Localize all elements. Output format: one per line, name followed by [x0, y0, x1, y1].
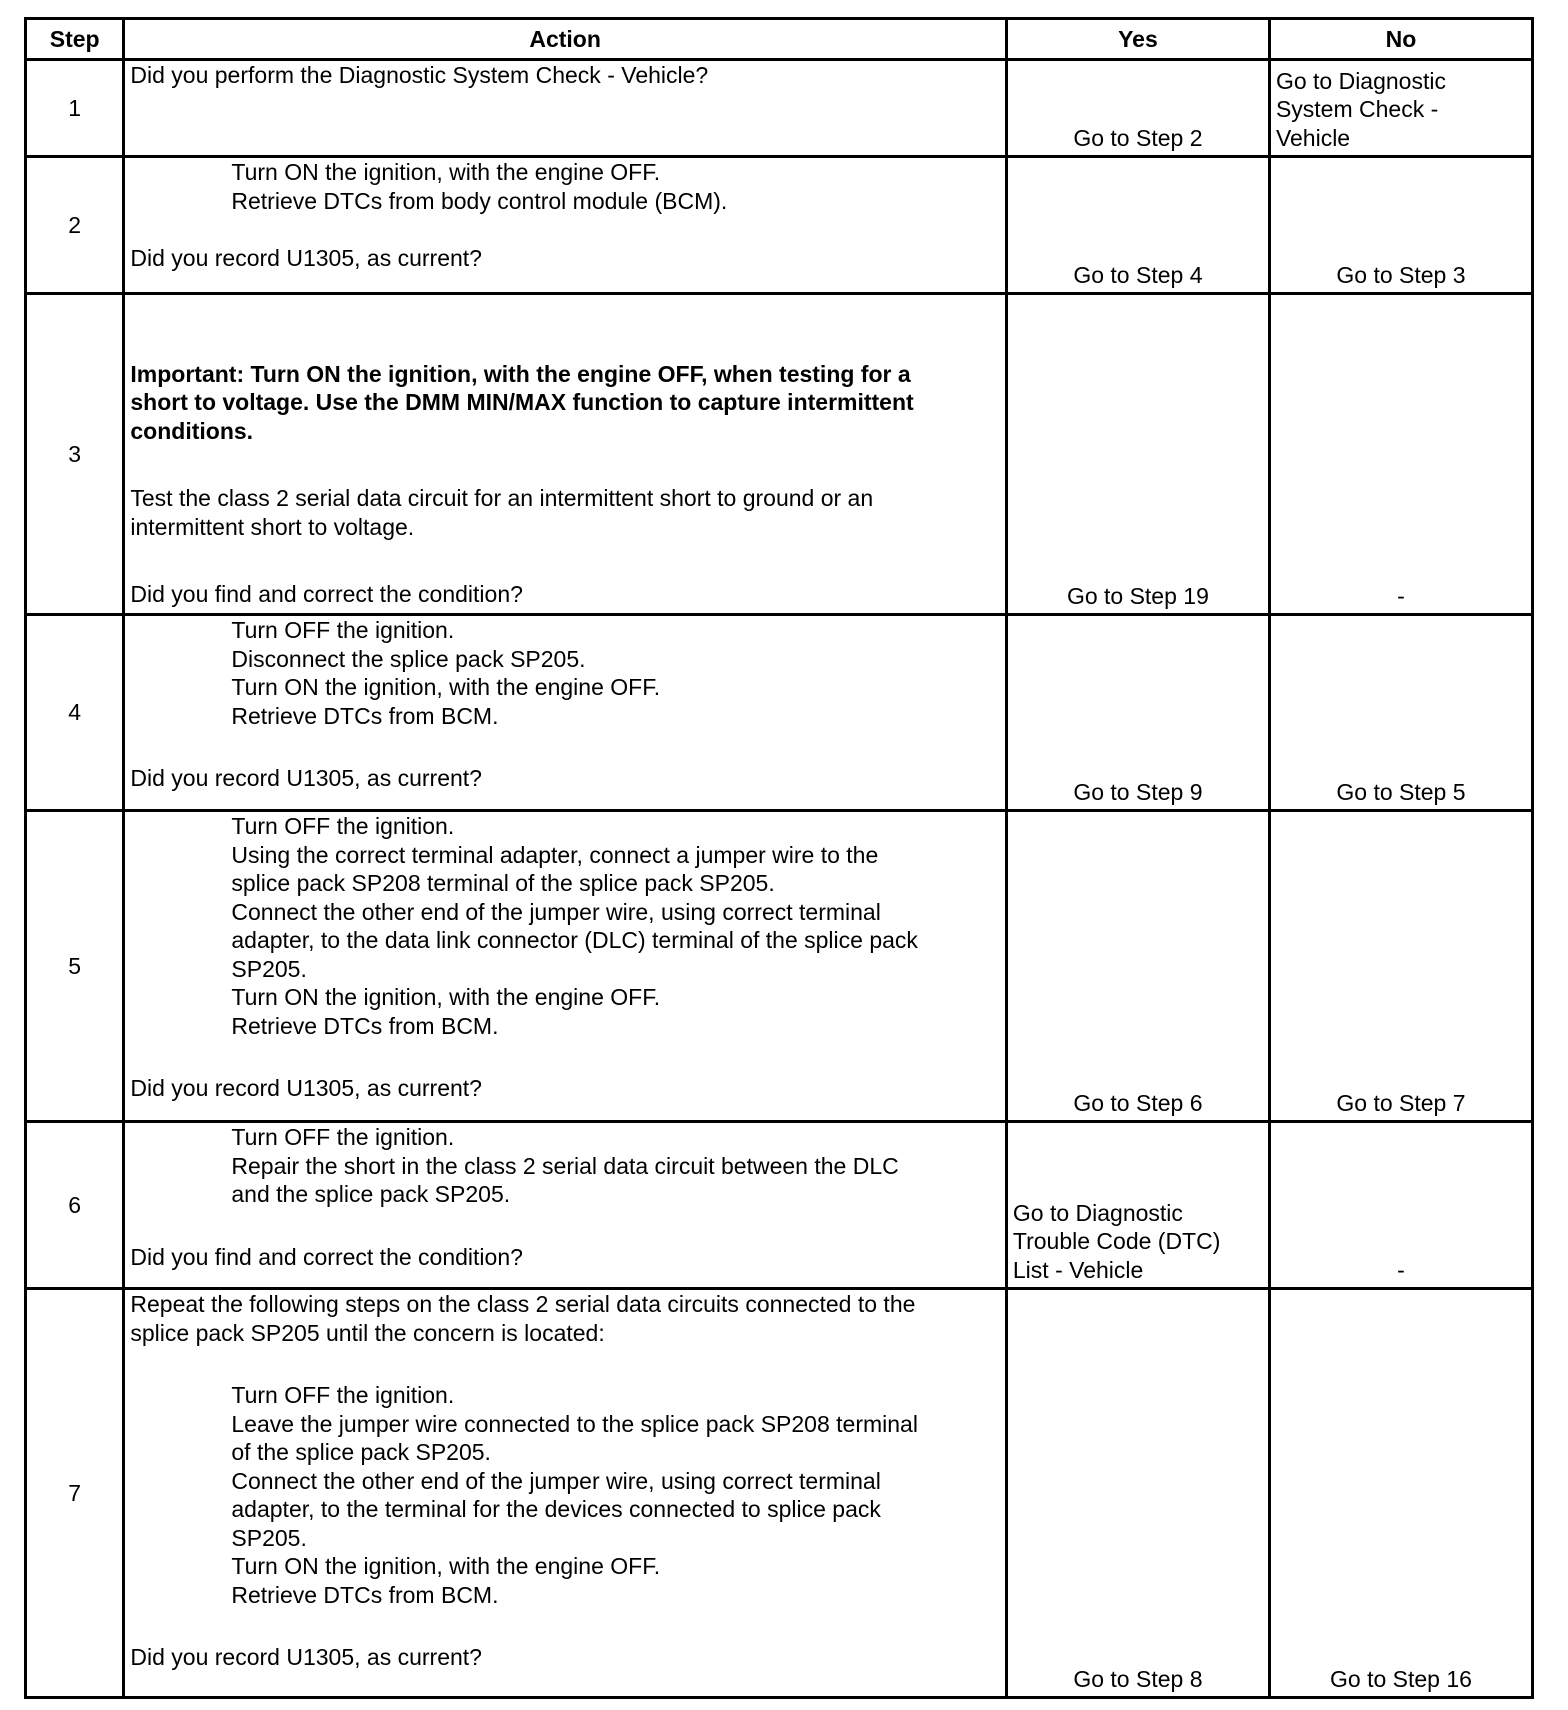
instruction-line: Disconnect the splice pack SP205.: [231, 645, 586, 672]
instruction-line: Using the correct terminal adapter, connect a jumper wire to the: [231, 841, 879, 868]
step-number: 6: [26, 1122, 124, 1289]
no-cell: [1269, 1289, 1532, 1698]
instruction-line: SP205.: [231, 955, 307, 982]
yes-link: Go to Step 8: [1073, 1665, 1203, 1692]
header-yes: Yes: [1006, 19, 1269, 60]
instruction-line: Turn OFF the ignition.: [231, 813, 455, 839]
spacer: [130, 541, 995, 580]
diagnostic-table-container: [24, 17, 1534, 1699]
yes-link-line: List - Vehicle: [1012, 1256, 1144, 1283]
yes-link: Go to Step 19: [1066, 582, 1209, 609]
yes-cell: [1006, 811, 1269, 1122]
no-cell: [1269, 615, 1532, 811]
spacer: [130, 1209, 995, 1243]
action-question: Did you record U1305, as current?: [130, 244, 482, 271]
table-row: [26, 157, 1533, 294]
table-row: [26, 1122, 1533, 1289]
yes-cell: [1006, 615, 1269, 811]
action-question: Did you record U1305, as current?: [130, 765, 482, 791]
yes-cell: [1006, 60, 1269, 157]
yes-link: Go to Step 9: [1073, 778, 1203, 805]
no-link: Go to Step 7: [1336, 1089, 1466, 1116]
no-cell: [1269, 157, 1532, 294]
yes-link: Go to Step 4: [1073, 261, 1203, 288]
instruction-line: Turn ON the ignition, with the engine OFF.: [231, 674, 661, 700]
instruction-line: Leave the jumper wire connected to the splice pack SP208 terminal: [231, 1410, 918, 1437]
table-row: [26, 811, 1533, 1122]
spacer: [130, 445, 995, 484]
yes-link: Go to Step 6: [1073, 1089, 1203, 1116]
important-note-line: Important: Turn ON the ignition, with the engine OFF, when testing for a: [130, 360, 911, 387]
spacer: [130, 1609, 995, 1643]
instruction-line: adapter, to the data link connector (DLC) terminal of the splice pack: [231, 927, 918, 953]
instruction-line: Repair the short in the class 2 serial data circuit between the DLC: [231, 1152, 899, 1179]
header-step: Step: [26, 19, 124, 60]
action-question: Did you record U1305, as current?: [130, 1075, 482, 1101]
instruction-line: adapter, to the terminal for the devices connected to splice pack: [231, 1496, 881, 1522]
action-question: Did you find and correct the condition?: [130, 581, 523, 607]
instruction-line: of the splice pack SP205.: [231, 1439, 491, 1465]
instruction-line: Retrieve DTCs from BCM.: [231, 1581, 499, 1608]
header-no: No: [1269, 19, 1532, 60]
spacer: [130, 324, 995, 360]
action-question: Did you find and correct the condition?: [130, 1243, 523, 1270]
no-link-line: Go to Diagnostic: [1275, 67, 1446, 94]
no-link: -: [1397, 582, 1405, 609]
action-cell: [124, 811, 1007, 1122]
instruction-line: Retrieve DTCs from BCM.: [231, 1012, 499, 1039]
action-cell: [124, 615, 1007, 811]
spacer: [130, 215, 995, 244]
table-header-row: [26, 19, 1533, 60]
table-row: [26, 1289, 1533, 1698]
action-question: Did you record U1305, as current?: [130, 1644, 482, 1670]
action-cell: [124, 1122, 1007, 1289]
action-question: Did you perform the Diagnostic System Check - Vehicle?: [130, 62, 709, 88]
step-number: 4: [26, 615, 124, 811]
spacer: [130, 730, 995, 764]
yes-link-line: Trouble Code (DTC): [1012, 1228, 1221, 1254]
spacer: [130, 1347, 995, 1381]
instruction-line: intermittent short to voltage.: [130, 513, 415, 540]
no-cell: [1269, 60, 1532, 157]
instruction-line: Test the class 2 serial data circuit for an intermittent short to ground or an: [130, 485, 874, 511]
no-cell: [1269, 1122, 1532, 1289]
yes-cell: [1006, 157, 1269, 294]
no-link: -: [1397, 1256, 1405, 1283]
diagnostic-table: [24, 17, 1534, 1699]
yes-cell: [1006, 1122, 1269, 1289]
action-cell: [124, 60, 1007, 157]
no-link: Go to Step 16: [1330, 1665, 1472, 1692]
no-link-line: Vehicle: [1275, 124, 1351, 151]
instruction-line: Turn OFF the ignition.: [231, 617, 455, 643]
instruction-line: Connect the other end of the jumper wire, using correct terminal: [231, 1467, 881, 1494]
table-row: [26, 615, 1533, 811]
no-cell: [1269, 811, 1532, 1122]
no-link: Go to Step 5: [1336, 778, 1466, 805]
instruction-line: Retrieve DTCs from BCM.: [231, 702, 499, 729]
instruction-line: splice pack SP208 terminal of the splice pack SP205.: [231, 870, 775, 896]
step-number: 7: [26, 1289, 124, 1698]
action-cell: [124, 1289, 1007, 1698]
step-number: 1: [26, 60, 124, 157]
important-note-line: short to voltage. Use the DMM MIN/MAX function to capture intermittent: [130, 389, 914, 415]
instruction-line: Turn ON the ignition, with the engine OFF.: [231, 984, 661, 1010]
instruction-line: Turn OFF the ignition.: [231, 1124, 455, 1150]
no-link: Go to Step 3: [1336, 261, 1466, 288]
action-cell: [124, 157, 1007, 294]
table-row: [26, 294, 1533, 615]
yes-link: Go to Step 2: [1073, 124, 1203, 151]
yes-link-line: Go to Diagnostic: [1012, 1199, 1183, 1226]
step-number: 2: [26, 157, 124, 294]
no-cell: [1269, 294, 1532, 615]
intro-line: splice pack SP205 until the concern is located:: [130, 1319, 605, 1346]
yes-cell: [1006, 1289, 1269, 1698]
instruction-line: and the splice pack SP205.: [231, 1181, 511, 1207]
no-link-line: System Check -: [1275, 96, 1439, 122]
instruction-line: Turn ON the ignition, with the engine OFF.: [231, 159, 661, 185]
instruction-line: SP205.: [231, 1524, 307, 1551]
table-row: [26, 60, 1533, 157]
action-cell: [124, 294, 1007, 615]
important-note-line: conditions.: [130, 417, 254, 444]
spacer: [130, 1040, 995, 1074]
instruction-line: Retrieve DTCs from body control module (BCM).: [231, 187, 728, 214]
instruction-line: Turn OFF the ignition.: [231, 1382, 455, 1408]
step-number: 3: [26, 294, 124, 615]
intro-line: Repeat the following steps on the class 2 serial data circuits connected to the: [130, 1291, 916, 1317]
yes-cell: [1006, 294, 1269, 615]
instruction-line: Connect the other end of the jumper wire, using correct terminal: [231, 898, 881, 925]
step-number: 5: [26, 811, 124, 1122]
instruction-line: Turn ON the ignition, with the engine OFF.: [231, 1553, 661, 1579]
spacer: [130, 295, 995, 324]
header-action: Action: [124, 19, 1007, 60]
